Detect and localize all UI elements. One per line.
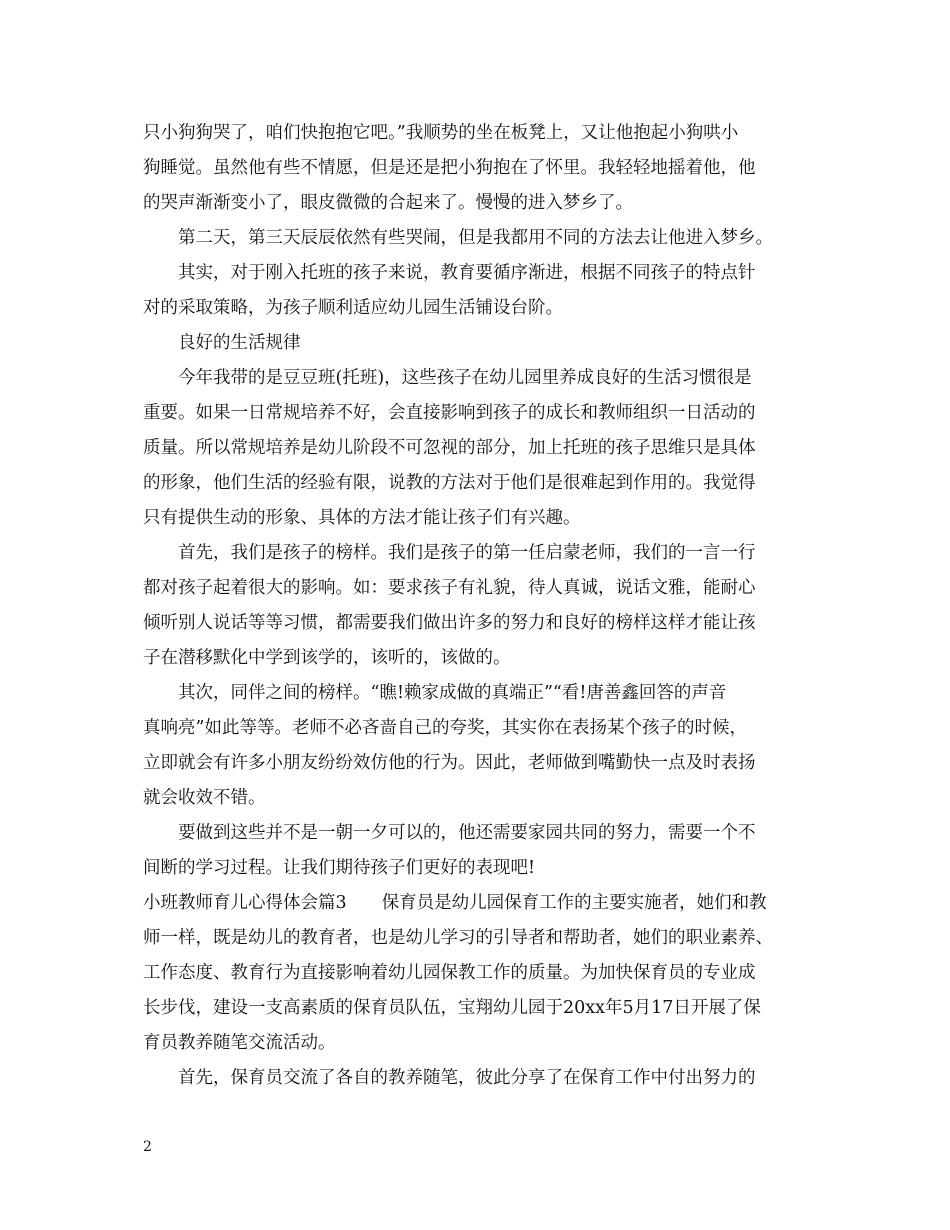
text-line: 其次，同伴之间的榜样。“瞧!赖家成做的真端正”“看!唐善鑫回答的声音 [178,683,727,703]
text-line: 的哭声渐渐变小了，眼皮微微的合起来了。慢慢的进入梦乡了。 [143,193,633,213]
text-line: 都对孩子起着很大的影响。如：要求孩子有礼貌，待人真诚，说话文雅，能耐心 [143,578,756,598]
text-line: 育员教养随笔交流活动。 [143,1033,336,1053]
text-line: 首先，保育员交流了各自的教养随笔，彼此分享了在保育工作中付出努力的 [178,1068,756,1088]
text-line: 子在潜移默化中学到该学的，该听的，该做的。 [143,648,511,668]
text-line: 工作态度、教育行为直接影响着幼儿园保教工作的质量。为加快保育员的专业成 [143,963,756,983]
text-line: 真响亮”如此等等。老师不必吝啬自己的夸奖，其实你在表扬某个孩子的时候， [143,718,747,738]
text-line: 只有提供生动的形象、具体的方法才能让孩子们有兴趣。 [143,508,581,528]
text-line: 质量。所以常规培养是幼儿阶段不可忽视的部分，加上托班的孩子思维只是具体 [143,438,756,458]
text-line: 倾听别人说话等等习惯，都需要我们做出许多的努力和良好的榜样这样才能让孩 [143,613,756,633]
text-line: 第二天，第三天辰辰依然有些哭闹，但是我都用不同的方法去让他进入梦乡。 [178,228,773,248]
text-line: 立即就会有许多小朋友纷纷效仿他的行为。因此，老师做到嘴勤快一点及时表扬 [143,753,756,773]
text-line: 间断的学习过程。让我们期待孩子们更好的表现吧! [143,858,536,878]
section-heading: 良好的生活规律 [178,333,301,353]
text-line: 就会收效不错。 [143,788,266,808]
article-heading-line: 小班教师育儿心得体会篇3 保育员是幼儿园保育工作的主要实施者，她们和教 [143,893,767,913]
text-line: 要做到这些并不是一朝一夕可以的，他还需要家园共同的努力，需要一个不 [178,823,756,843]
text-line: 重要。如果一日常规培养不好，会直接影响到孩子的成长和教师组织一日活动的 [143,403,756,423]
text-line: 其实，对于刚入托班的孩子来说，教育要循序渐进，根据不同孩子的特点针 [178,263,756,283]
text-line: 师一样，既是幼儿的教育者，也是幼儿学习的引导者和帮助者，她们的职业素养、 [143,928,773,948]
text-line: 狗睡觉。虽然他有些不情愿，但是还是把小狗抱在了怀里。我轻轻地摇着他，他 [143,158,756,178]
text-line: 的形象，他们生活的经验有限，说教的方法对于他们是很难起到作用的。我觉得 [143,473,756,493]
text-line: 对的采取策略，为孩子顺利适应幼儿园生活铺设台阶。 [143,298,563,318]
text-line: 只小狗狗哭了，咱们快抱抱它吧。”我顺势的坐在板凳上，又让他抱起小狗哄小 [143,123,739,143]
text-line: 首先，我们是孩子的榜样。我们是孩子的第一任启蒙老师，我们的一言一行 [178,543,756,563]
page-number: 2 [143,1139,152,1155]
text-line: 今年我带的是豆豆班(托班)，这些孩子在幼儿园里养成良好的生活习惯很是 [178,368,752,388]
text-line: 长步伐，建设一支高素质的保育员队伍，宝翔幼儿园于20xx年5月17日开展了保 [143,998,761,1018]
